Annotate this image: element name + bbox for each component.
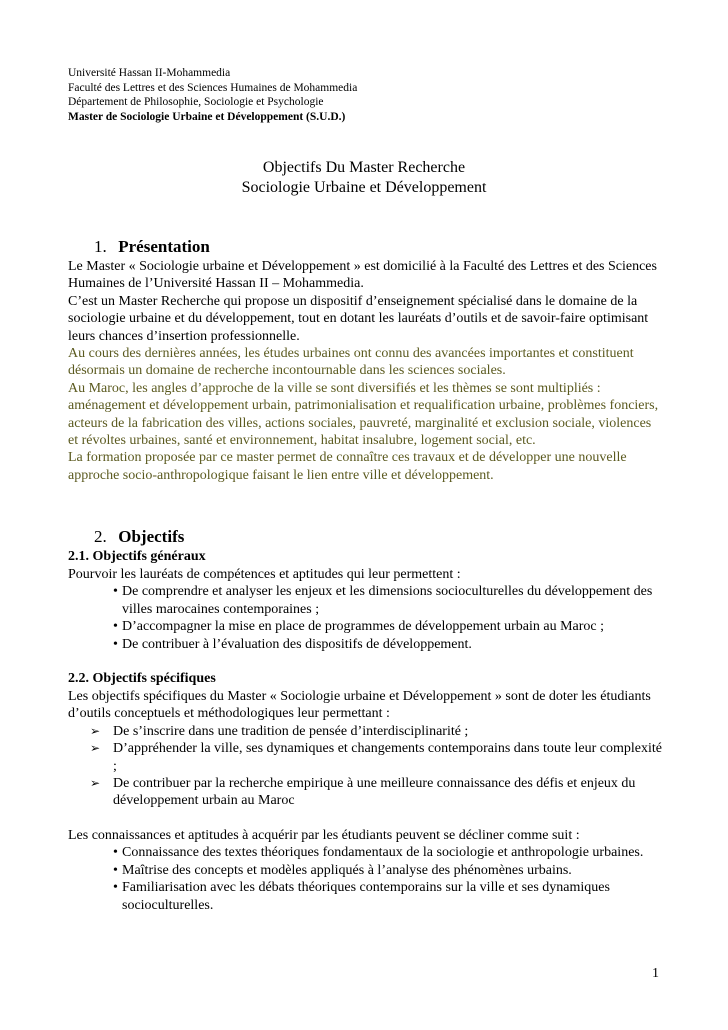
- arrow-bullet-icon: ➢: [90, 723, 101, 738]
- section-number: 2.: [94, 527, 107, 546]
- bullet-icon: •: [113, 619, 118, 635]
- arrow-bullet-icon: ➢: [90, 776, 101, 791]
- bullet-icon: •: [113, 880, 118, 896]
- header-university: Université Hassan II-Mohammedia: [68, 67, 231, 79]
- page-number: 1: [652, 966, 659, 981]
- header-department: Département de Philosophie, Sociologie et Psychologie: [68, 96, 324, 108]
- list-item: • Connaissance des textes théoriques fondamentaux de la sociologie et anthropologie urbaines.: [113, 845, 644, 861]
- list-item: ➢ De s’inscrire dans une tradition de pensée d’interdisciplinarité ;: [90, 723, 469, 739]
- arrow-list: [68, 723, 664, 810]
- list-item: • De contribuer à l’évaluation des dispositifs de développement.: [113, 636, 472, 652]
- paragraph: Les objectifs spécifiques du Master « Sociologie urbaine et Développement » sont de doter les étudiants d’outils conceptuels et méthodologiques leur permettant :: [68, 689, 651, 722]
- section-heading: [68, 526, 664, 548]
- title-line-2: Sociologie Urbaine et Développement: [241, 179, 487, 196]
- section-number: 1.: [94, 237, 107, 256]
- bullet-list: [68, 583, 664, 653]
- list-item: • Maîtrise des concepts et modèles appliqués à l’analyse des phénomènes urbains.: [113, 862, 572, 878]
- paragraph-highlighted: Au cours des dernières années, les études urbaines ont connu des avancées importantes et constituent désormais un domaine de recherche incontournable dans les sciences sociales.: [68, 346, 634, 379]
- list-item: • Familiarisation avec les débats théoriques contemporains sur la ville et ses dynamiques socioculturelles.: [113, 880, 610, 913]
- bullet-icon: •: [113, 636, 118, 652]
- list-item: • D’accompagner la mise en place de programmes de développement urbain au Maroc ;: [113, 619, 605, 635]
- section-heading: [68, 236, 664, 258]
- paragraph: Les connaissances et aptitudes à acquérir par les étudiants peuvent se décliner comme suit :: [68, 827, 580, 843]
- header-faculty: Faculté des Lettres et des Sciences Humaines de Mohammedia: [68, 81, 358, 94]
- arrow-bullet-icon: ➢: [90, 741, 101, 756]
- list-item: ➢ D’appréhender la ville, ses dynamiques et changements contemporains dans toute leur complexité ;: [90, 741, 662, 774]
- subsection-heading: 2.2. Objectifs spécifiques: [68, 671, 216, 687]
- section-heading-text: Présentation: [118, 237, 210, 256]
- bullet-icon: •: [113, 584, 118, 600]
- paragraph-highlighted: Au Maroc, les angles d’approche de la ville se sont diversifiés et les thèmes se sont multipliés : aménagement et développement urbain, patrimonialisation et requalification urbaine, problèmes fonciers, acteurs de la fabrication des villes, actions sociales, pauvreté, marginalité et exclusion sociale, violences et révoltes urbaines, santé et environnement, habitat insalubre, logement social, etc.: [68, 380, 659, 449]
- subsection-heading: 2.1. Objectifs généraux: [68, 549, 206, 564]
- section-objectifs: [68, 526, 664, 914]
- document-title: [0, 158, 728, 198]
- title-line-1: Objectifs Du Master Recherche: [262, 159, 466, 176]
- list-item: • De comprendre et analyser les enjeux et les dimensions socioculturelles du développement des villes marocaines contemporaines ;: [113, 584, 653, 617]
- institution-header: [68, 66, 357, 124]
- paragraph: Pourvoir les lauréats de compétences et aptitudes qui leur permettent :: [68, 567, 461, 582]
- bullet-list: [68, 844, 664, 914]
- bullet-icon: •: [113, 845, 118, 861]
- paragraph: C’est un Master Recherche qui propose un dispositif d’enseignement spécialisé dans le domaine de la sociologie urbaine et du développement, tout en dotant les lauréats d’outils et de savoir-faire optimisant leurs chances d’insertion professionnelle.: [68, 293, 649, 344]
- section-heading-text: Objectifs: [118, 527, 185, 546]
- bullet-icon: •: [113, 862, 118, 878]
- list-item: ➢ De contribuer par la recherche empirique à une meilleure connaissance des défis et enjeux du développement urbain au Maroc: [90, 776, 636, 809]
- header-master: Master de Sociologie Urbaine et Développement (S.U.D.): [68, 110, 346, 123]
- paragraph: Le Master « Sociologie urbaine et Développement » est domicilié à la Faculté des Lettres et des Sciences Humaines de l’Université Hassan II – Mohammedia.: [68, 259, 657, 292]
- section-presentation: [68, 236, 664, 484]
- paragraph-highlighted: La formation proposée par ce master permet de connaître ces travaux et de développer une nouvelle approche socio-anthropologique faisant le lien entre ville et développement.: [68, 450, 627, 483]
